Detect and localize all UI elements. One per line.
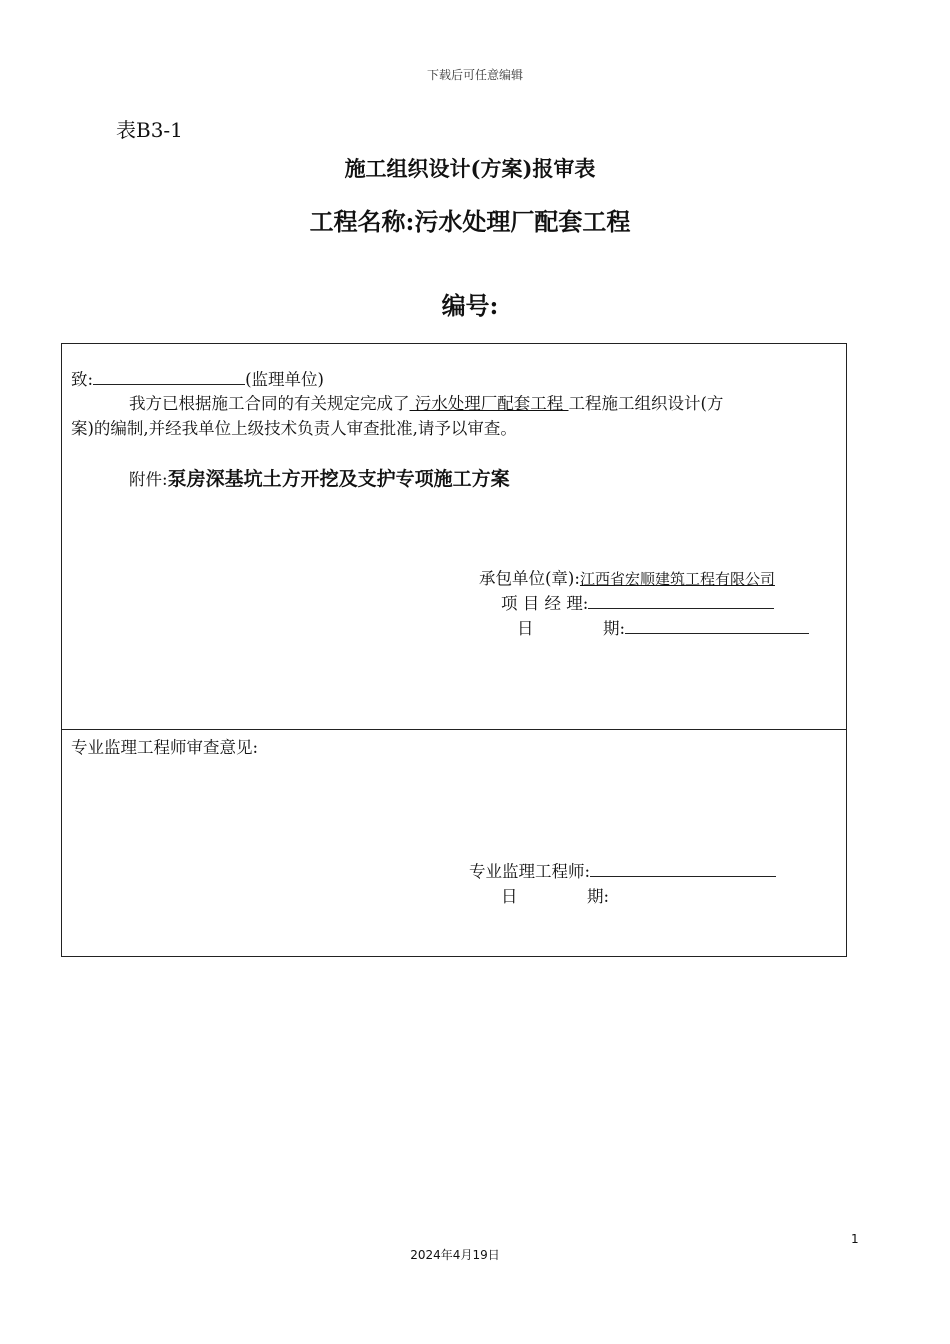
contractor-line (479, 565, 775, 589)
opinion-label: 专业监理工程师审查意见: (71, 738, 259, 757)
date-line-1 (603, 615, 809, 639)
manager-label: 项 目 经 理: (501, 594, 589, 613)
form-code: 表B3-1 (116, 118, 183, 142)
date-label-1a: 日 (517, 619, 534, 638)
date-label-2a: 日 (501, 887, 518, 906)
body-line1-suffix: 工程施工组织设计(方 (568, 394, 724, 413)
date-label-1b: 期: (603, 619, 626, 638)
project-name: 工程名称:污水处理厂配套工程 (309, 207, 631, 236)
page-number: 1 (851, 1232, 859, 1246)
supervisor-unit-blank[interactable] (93, 367, 245, 385)
engineer-blank[interactable] (590, 859, 776, 877)
attachment-label: 附件: (129, 470, 168, 489)
project-fill: 污水处理厂配套工程 (409, 394, 569, 413)
to-label: 致: (71, 370, 94, 389)
to-suffix: (监理单位) (245, 370, 324, 389)
section-divider (62, 729, 846, 730)
footer-date: 2024年4月19日 (410, 1248, 500, 1262)
body-line-1 (129, 390, 723, 414)
form-table (61, 343, 847, 957)
to-line (71, 366, 324, 390)
engineer-line (469, 858, 776, 882)
form-number-label: 编号: (441, 291, 499, 320)
body-line-2: 案)的编制,并经我单位上级技术负责人审查批准,请予以审查。 (71, 419, 517, 438)
date-label-2b: 期: (587, 887, 610, 906)
engineer-label: 专业监理工程师: (469, 862, 591, 881)
attachment-line (129, 464, 510, 491)
attachment-title: 泵房深基坑土方开挖及支护专项施工方案 (167, 468, 510, 490)
manager-line (501, 590, 774, 614)
manager-blank[interactable] (588, 591, 774, 609)
contractor-label: 承包单位(章): (479, 569, 580, 588)
body-line1-prefix: 我方已根据施工合同的有关规定完成了 (129, 394, 410, 413)
form-title: 施工组织设计(方案)报审表 (344, 156, 596, 181)
header-note: 下载后可任意编辑 (426, 68, 523, 82)
contractor-name: 江西省宏顺建筑工程有限公司 (579, 570, 775, 588)
date-blank-1[interactable] (625, 616, 809, 634)
